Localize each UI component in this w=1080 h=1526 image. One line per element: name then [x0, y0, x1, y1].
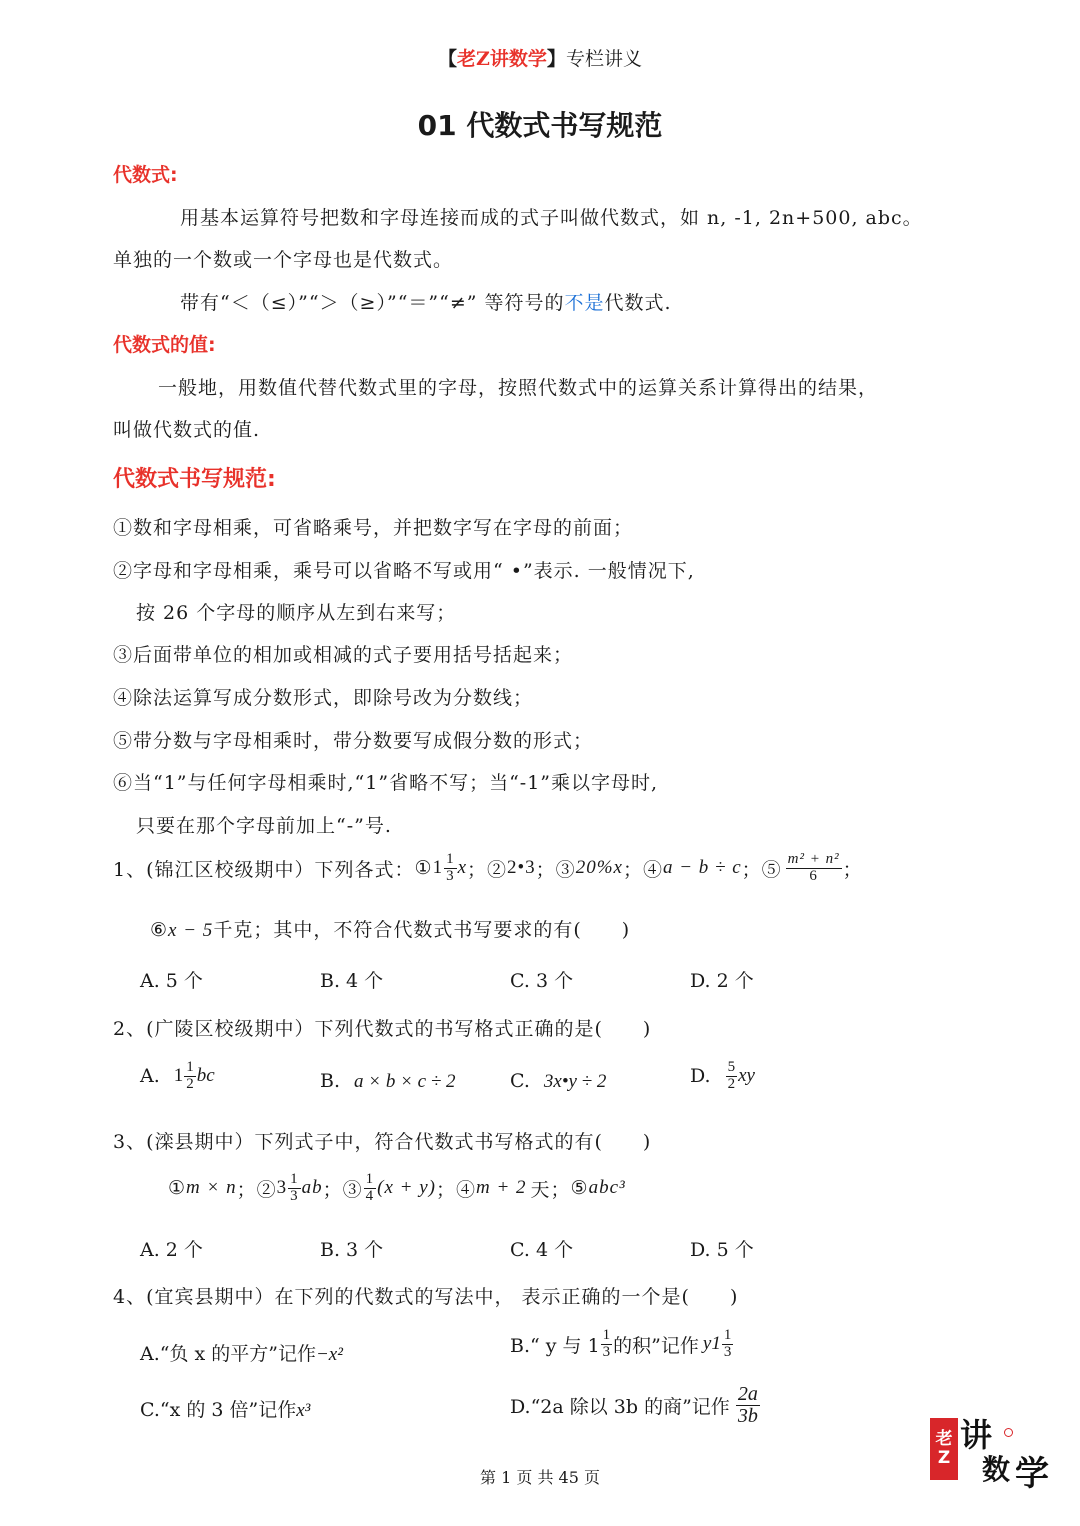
- rule-item: ⑥当“1”与任何字母相乘时,“1”省略不写；当“-1”乘以字母时,: [113, 772, 659, 794]
- fraction-denominator: 2: [186, 1075, 194, 1092]
- section-heading-rules: 代数式书写规范:: [113, 467, 276, 492]
- q1-item1-var: x: [457, 857, 467, 879]
- q3-item2-label: ；②: [236, 1178, 277, 1201]
- q1-item2-label: ；②: [467, 858, 508, 881]
- q4-option-b[interactable]: [510, 1328, 734, 1361]
- q3-item3-fraction: [364, 1172, 377, 1205]
- fraction-denominator: 4: [365, 1187, 375, 1204]
- q1-item2-expr: 2•3: [507, 857, 536, 879]
- q1-line2-text: 千克；其中，不符合代数式书写要求的有( ): [213, 919, 631, 941]
- fraction-numerator: 1: [723, 1327, 732, 1343]
- q2-option-c[interactable]: [510, 1070, 606, 1093]
- page-footer: 第 1 页 共 45 页: [480, 1468, 600, 1487]
- option-label: A.: [140, 1065, 160, 1088]
- q4-b-fraction2: [722, 1328, 734, 1361]
- fraction-denominator: 3b: [737, 1405, 758, 1427]
- q1-option-c[interactable]: C. 3 个: [510, 970, 574, 992]
- section-heading-definition: 代数式:: [113, 164, 178, 186]
- q3-item5-label: ⑤: [570, 1177, 589, 1200]
- logo-seal: [930, 1418, 958, 1480]
- rule-item: ③后面带单位的相加或相减的式子要用括号括起来；: [113, 644, 574, 666]
- page-title: 01 代数式书写规范: [417, 109, 663, 142]
- q4-d-fraction: [736, 1384, 760, 1427]
- fraction-numerator: m² + n²: [787, 851, 840, 867]
- rule-item: ②字母和字母相乘，乘号可以省略不写或用“ •”表示. 一般情况下,: [113, 560, 695, 582]
- q4-option-c[interactable]: [140, 1395, 310, 1422]
- q3-item5-expr: abc³: [588, 1177, 626, 1199]
- q1-option-b[interactable]: B. 4 个: [320, 970, 384, 992]
- q4-b-text: B.“ y 与 1: [510, 1334, 600, 1357]
- rule-item: 按 26 个字母的顺序从左到右来写；: [136, 602, 457, 624]
- q3-option-c[interactable]: C. 4 个: [510, 1239, 574, 1261]
- q4-c-expr: x³: [296, 1400, 311, 1421]
- fraction-numerator: 2a: [737, 1383, 758, 1405]
- rule-item: ④除法运算写成分数形式，即除号改为分数线；: [113, 687, 534, 709]
- fraction-denominator: 3: [602, 1343, 611, 1360]
- header-brand: 老Z讲数学: [457, 48, 547, 70]
- header-line: [0, 44, 1080, 71]
- q4-b-fraction: [601, 1328, 613, 1361]
- q2-b-expr: a × b × c ÷ 2: [354, 1071, 456, 1092]
- q4-option-a[interactable]: [140, 1339, 343, 1366]
- fraction-numerator: 5: [727, 1059, 736, 1075]
- definition-text-line2: 单独的一个数或一个字母也是代数式。: [113, 249, 454, 271]
- fraction-numerator: 1: [290, 1171, 299, 1187]
- q3-item2-var: ab: [301, 1177, 323, 1199]
- fraction-numerator: 1: [446, 851, 455, 867]
- logo-char-shu: 数: [982, 1453, 1011, 1486]
- q1-semicolon: ；: [842, 858, 863, 881]
- q1-item3-label: ；③: [535, 858, 576, 881]
- rule-item: 只要在那个字母前加上“-”号.: [136, 815, 392, 837]
- q2-a-var: bc: [196, 1065, 215, 1087]
- logo-seal-top: 老: [935, 1429, 953, 1450]
- q2-c-expr: 3x•y ÷ 2: [543, 1071, 607, 1092]
- definition-text-line1: 用基本运算符号把数和字母连接而成的式子叫做代数式，如 n, -1, 2n+500, abc。: [180, 207, 923, 229]
- q3-item1-expr: m × n: [186, 1177, 237, 1199]
- value-text-line2: 叫做代数式的值.: [113, 419, 261, 441]
- logo-dot: [1004, 1428, 1013, 1437]
- section-heading-value: 代数式的值:: [113, 334, 216, 356]
- q2-option-a[interactable]: [140, 1060, 215, 1093]
- q4-b-text2: 的积”记作: [613, 1334, 699, 1357]
- rule-item: ⑤带分数与字母相乘时，带分数要写成假分数的形式；: [113, 730, 594, 752]
- q2-d-fraction: [726, 1060, 738, 1093]
- q3-item2-fraction: [288, 1172, 301, 1205]
- option-label: B.: [320, 1070, 341, 1092]
- q4-option-d[interactable]: [510, 1384, 761, 1427]
- q3-item2-whole: 3: [276, 1177, 288, 1199]
- definition-note: [180, 288, 672, 315]
- fraction-numerator: 1: [365, 1171, 375, 1187]
- rule-item: ①数和字母相乘，可省略乘号，并把数字写在字母的前面；: [113, 517, 634, 539]
- question-1-line2: [150, 915, 630, 942]
- q1-option-d[interactable]: D. 2 个: [690, 970, 754, 992]
- q2-option-b[interactable]: [320, 1070, 456, 1093]
- fraction-denominator: 3: [723, 1343, 732, 1360]
- q1-option-a[interactable]: A. 5 个: [140, 970, 203, 992]
- fraction-denominator: 2: [727, 1075, 736, 1092]
- header-suffix: 专栏讲义: [565, 48, 642, 70]
- q3-item1-label: ①: [168, 1177, 187, 1200]
- q2-a-fraction: [184, 1060, 196, 1093]
- q4-a-text: A.“负 x 的平方”记作: [140, 1343, 316, 1365]
- header-bracket-open: 【: [438, 48, 458, 70]
- question-4-stem: 4、(宜宾县期中）在下列的代数式的写法中， 表示正确的一个是( ): [113, 1286, 739, 1308]
- brand-logo: [930, 1410, 1055, 1494]
- header-bracket-close: 】: [546, 48, 566, 70]
- note-before: 带有“＜（≤）”“＞（≥）”“＝”“≠” 等符号的: [180, 292, 565, 314]
- q3-option-b[interactable]: B. 3 个: [320, 1239, 384, 1261]
- q1-item5-label: ；⑤: [741, 858, 782, 881]
- option-label: D.: [690, 1065, 711, 1088]
- q3-item4-unit: 天；: [530, 1178, 571, 1201]
- logo-char-jiang: 讲: [960, 1416, 993, 1454]
- q1-stem-text: 1、(锦江区校级期中）下列各式：: [113, 858, 415, 881]
- q2-d-var: xy: [738, 1065, 755, 1087]
- q1-item5-fraction: [786, 852, 842, 885]
- fraction-denominator: 6: [809, 867, 818, 884]
- note-after: 代数式.: [604, 292, 672, 314]
- q3-item3-label: ；③: [322, 1178, 363, 1201]
- q1-item3-expr: 20%x: [575, 857, 623, 879]
- q2-a-whole: 1: [173, 1065, 184, 1087]
- question-3-items: [168, 1172, 626, 1205]
- option-label: C.: [510, 1070, 530, 1092]
- q4-b-expr: y1: [702, 1333, 721, 1355]
- logo-seal-bottom: Z: [937, 1448, 951, 1468]
- fraction-numerator: 1: [602, 1327, 611, 1343]
- q3-item4-label: ；④: [435, 1178, 476, 1201]
- q1-item4-label: ；④: [622, 858, 663, 881]
- note-highlight: 不是: [564, 292, 605, 314]
- question-2-stem: 2、(广陵区校级期中）下列代数式的书写格式正确的是( ): [113, 1018, 652, 1040]
- q1-item1-whole: 1: [432, 857, 444, 879]
- q2-option-d[interactable]: [690, 1060, 755, 1093]
- fraction-denominator: 3: [446, 867, 455, 884]
- q3-option-d[interactable]: D. 5 个: [690, 1239, 754, 1261]
- q3-item3-var: (x + y): [377, 1177, 436, 1199]
- q1-item1-fraction: [444, 852, 457, 885]
- q3-item4-expr: m + 2: [475, 1177, 527, 1199]
- q4-d-text: D.“2a 除以 3b 的商”记作: [510, 1396, 730, 1418]
- fraction-denominator: 3: [290, 1187, 299, 1204]
- q4-c-text: C.“x 的 3 倍”记作: [140, 1399, 297, 1421]
- q3-option-a[interactable]: A. 2 个: [140, 1239, 203, 1261]
- question-1-stem: [113, 852, 863, 885]
- question-3-stem: 3、(滦县期中）下列式子中，符合代数式书写格式的有( ): [113, 1131, 652, 1153]
- q1-item4-expr: a − b ÷ c: [662, 857, 742, 879]
- value-text-line1: 一般地，用数值代替代数式里的字母，按照代数式中的运算关系计算得出的结果，: [158, 377, 879, 399]
- q1-item6-expr: x − 5: [168, 920, 214, 941]
- logo-char-xue: 学: [1015, 1454, 1049, 1494]
- fraction-numerator: 1: [186, 1059, 194, 1075]
- q4-a-expr: −x²: [315, 1344, 343, 1365]
- q1-item1-label: ①: [414, 857, 433, 880]
- q1-item6-label: ⑥: [150, 919, 169, 941]
